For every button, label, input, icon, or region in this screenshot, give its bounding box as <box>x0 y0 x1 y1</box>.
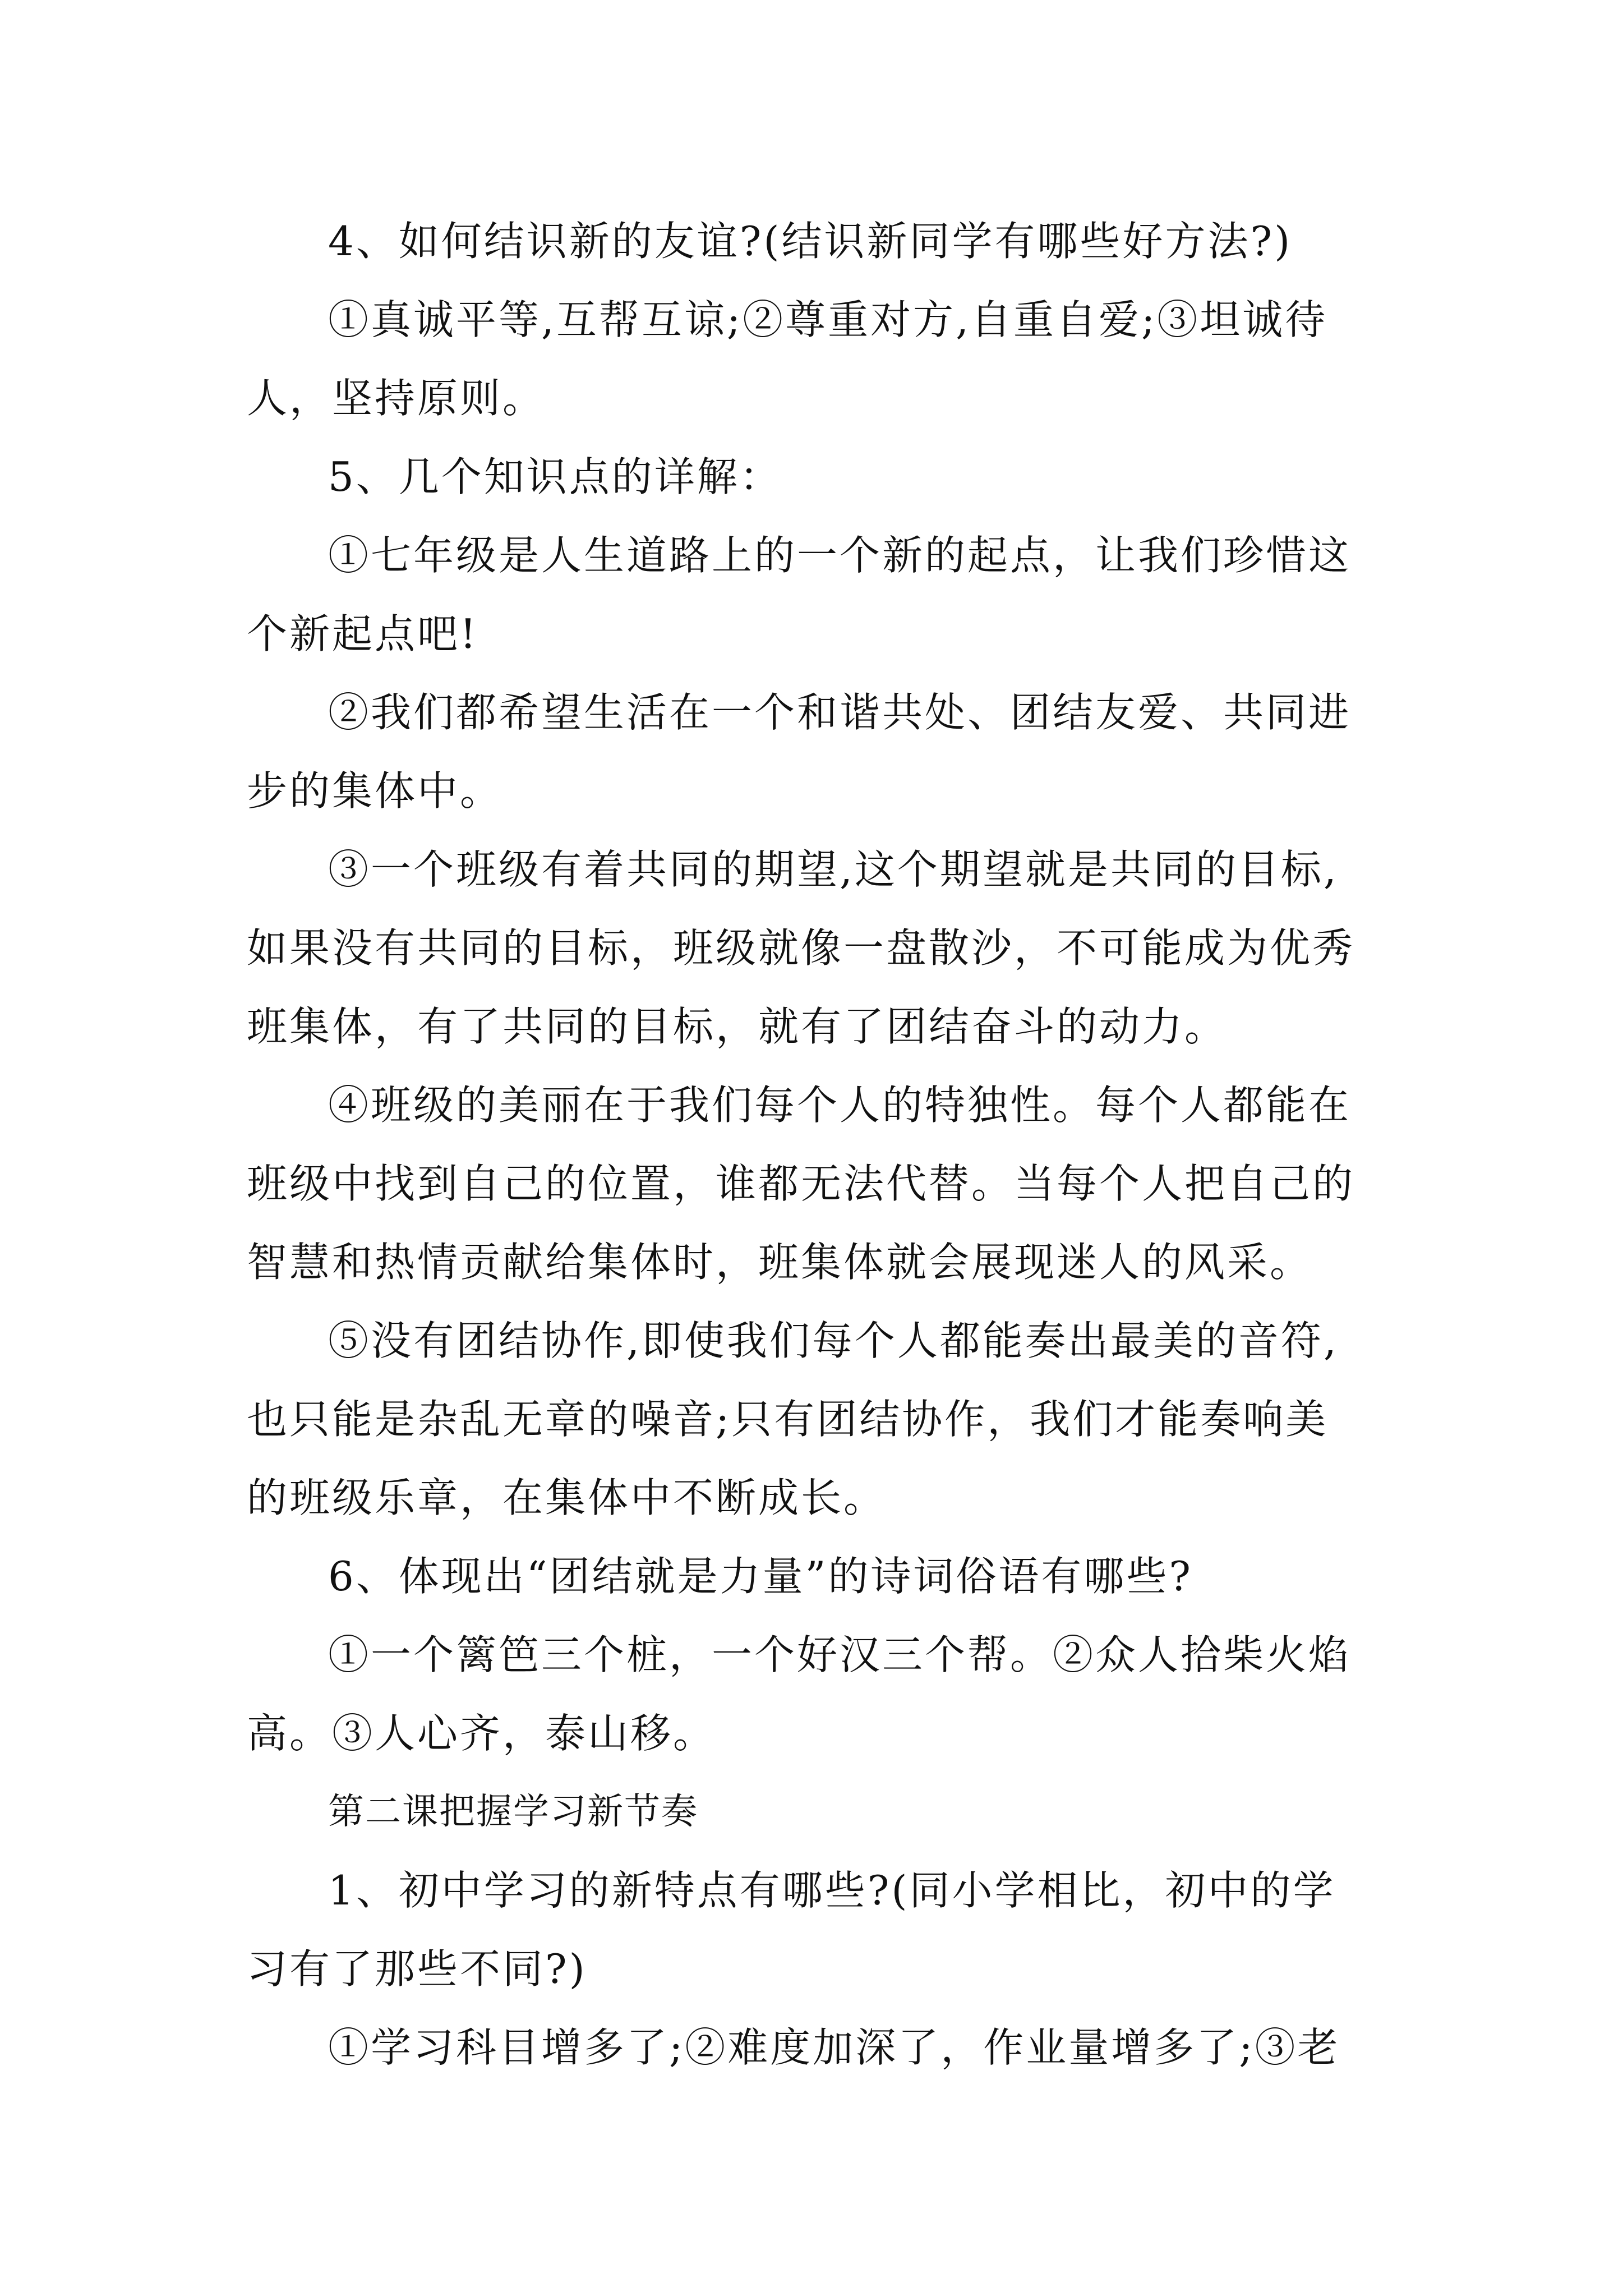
lesson-2-answer-1-line-1: ①学习科目增多了;②难度加深了，作业量增多了;③老 <box>328 2024 1340 2071</box>
answer-4-line-1: ①真诚平等,互帮互谅;②尊重对方,自重自爱;③坦诚待 <box>328 296 1328 343</box>
point-2-line-2: 步的集体中。 <box>247 767 503 815</box>
lesson-2-title: 第二课把握学习新节奏 <box>328 1791 698 1833</box>
point-3-line-3: 班集体，有了共同的目标，就有了团结奋斗的动力。 <box>247 1003 1228 1050</box>
question-4-heading: 4、如何结识新的友谊?(结识新同学有哪些好方法?) <box>328 218 1293 265</box>
question-6-heading: 6、体现出“团结就是力量”的诗词俗语有哪些? <box>328 1553 1193 1600</box>
answer-4-line-2: 人，坚持原则。 <box>247 375 546 422</box>
point-5-line-3: 的班级乐章，在集体中不断成长。 <box>247 1474 887 1521</box>
point-3-line-2: 如果没有共同的目标，班级就像一盘散沙，不可能成为优秀 <box>247 924 1355 972</box>
lesson-2-question-1-line-1: 1、初中学习的新特点有哪些?(同小学相比，初中的学 <box>328 1867 1336 1914</box>
point-2-line-1: ②我们都希望生活在一个和谐共处、团结友爱、共同进 <box>328 689 1352 736</box>
question-5-heading: 5、几个知识点的详解： <box>328 453 782 500</box>
document-body <box>247 202 1374 2087</box>
lesson-2-question-1-line-2: 习有了那些不同?) <box>247 1945 587 1993</box>
point-1-line-2: 个新起点吧! <box>247 610 478 657</box>
point-1-line-1: ①七年级是人生道路上的一个新的起点，让我们珍惜这 <box>328 532 1352 579</box>
point-5-line-1: ⑤没有团结协作,即使我们每个人都能奏出最美的音符, <box>328 1317 1339 1364</box>
point-5-line-2: 也只能是杂乱无章的噪音;只有团结协作，我们才能奏响美 <box>247 1396 1329 1443</box>
answer-6-line-1: ①一个篱笆三个桩，一个好汉三个帮。②众人拾柴火焰 <box>328 1631 1352 1678</box>
point-4-line-2: 班级中找到自己的位置，谁都无法代替。当每个人把自己的 <box>247 1160 1355 1207</box>
point-4-line-3: 智慧和热情贡献给集体时，班集体就会展现迷人的风采。 <box>247 1239 1313 1286</box>
point-4-line-1: ④班级的美丽在于我们每个人的特独性。每个人都能在 <box>328 1082 1352 1129</box>
point-3-line-1: ③一个班级有着共同的期望,这个期望就是共同的目标, <box>328 846 1339 893</box>
answer-6-line-2: 高。③人心齐，泰山移。 <box>247 1710 716 1757</box>
